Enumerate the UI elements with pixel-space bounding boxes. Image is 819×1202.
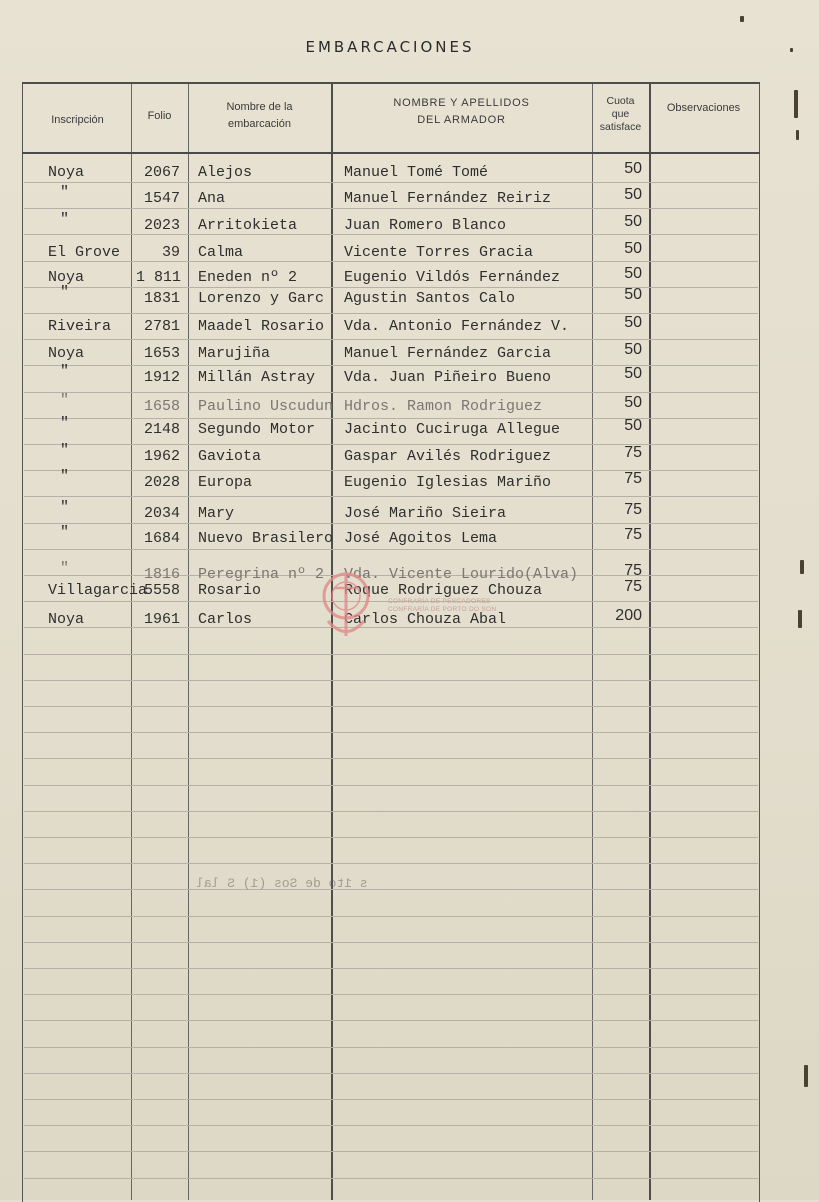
- cell-inscripcion: ": [60, 524, 70, 541]
- cell-folio: 1 811: [136, 269, 182, 286]
- cell-cuota: 75: [624, 562, 642, 579]
- cell-inscripcion: ": [60, 415, 70, 432]
- cell-armador: Carlos Chouza Abal: [344, 611, 507, 628]
- paper-mark: [800, 560, 804, 574]
- cell-cuota: 50: [624, 394, 642, 411]
- cell-armador: José Mariño Sieira: [344, 505, 507, 522]
- cell-cuota: 75: [624, 526, 642, 543]
- cell-armador: José Agoitos Lema: [344, 530, 498, 547]
- cell-embarcacion: Lorenzo y Garc: [198, 290, 325, 307]
- cell-embarcacion: Maadel Rosario: [198, 318, 325, 335]
- cell-armador: Roque Rodriguez Chouza: [344, 582, 543, 599]
- cell-armador: Vicente Torres Gracia: [344, 244, 534, 261]
- cell-embarcacion: Eneden nº 2: [198, 269, 298, 286]
- seal-caption-line2: CONFRARÍA DE PORTO DO SON: [388, 606, 497, 613]
- cell-cuota: 50: [624, 186, 642, 203]
- header-nombre-line1: Nombre de la: [226, 101, 293, 113]
- cell-inscripcion: Noya: [48, 345, 85, 362]
- cell-embarcacion: Alejos: [198, 164, 253, 181]
- cell-folio: 1912: [143, 369, 180, 386]
- cell-folio: 2023: [143, 217, 180, 234]
- cell-armador: Manuel Fernández Reiriz: [344, 190, 552, 207]
- cell-cuota: 50: [624, 341, 642, 358]
- cell-embarcacion: Arritokieta: [198, 217, 298, 234]
- cell-armador: Eugenio Iglesias Mariño: [344, 474, 552, 491]
- header-inscripcion-label: Inscripción: [51, 113, 104, 126]
- paper-mark: [740, 16, 744, 22]
- cell-cuota: 50: [624, 417, 642, 434]
- cell-armador: Gaspar Avilés Rodriguez: [344, 448, 552, 465]
- header-observaciones-label: Observaciones: [666, 101, 741, 114]
- cell-cuota: 50: [624, 265, 642, 282]
- cell-inscripcion: Noya: [48, 164, 85, 181]
- cell-folio: 2034: [143, 505, 180, 522]
- cell-inscripcion: Riveira: [48, 318, 112, 335]
- cell-folio: 1962: [143, 448, 180, 465]
- cell-cuota: 75: [624, 501, 642, 518]
- cell-cuota: 50: [624, 286, 642, 303]
- paper-mark: [798, 610, 802, 628]
- cell-cuota: 50: [624, 160, 642, 177]
- cell-folio: 1684: [143, 530, 180, 547]
- cell-embarcacion: Paulino Uscudun: [198, 398, 334, 415]
- cell-inscripcion: ": [60, 560, 70, 577]
- cell-armador: Eugenio Vildós Fernández: [344, 269, 561, 286]
- cell-armador: Vda. Vicente Lourido(Alva): [344, 566, 579, 583]
- cell-inscripcion: Noya: [48, 269, 85, 286]
- cell-cuota: 200: [615, 607, 642, 624]
- cell-embarcacion: Rosario: [198, 582, 262, 599]
- cell-folio: 1961: [143, 611, 180, 628]
- cell-folio: 5558: [143, 582, 180, 599]
- cell-embarcacion: Carlos: [198, 611, 253, 628]
- cell-armador: Manuel Tomé Tomé: [344, 164, 489, 181]
- seal-caption-line1: CONFRARÍA DE PESCADORES: [388, 598, 491, 605]
- cell-embarcacion: Mary: [198, 505, 235, 522]
- cell-folio: 1658: [143, 398, 180, 415]
- bleed-through-text: s 1to de Sos (1) S lal: [196, 876, 368, 891]
- cell-folio: 2067: [143, 164, 180, 181]
- cell-armador: Vda. Antonio Fernández V.: [344, 318, 570, 335]
- cell-inscripcion: El Grove: [48, 244, 121, 261]
- cell-cuota: 75: [624, 444, 642, 461]
- cell-folio: 39: [161, 244, 180, 261]
- cell-embarcacion: Europa: [198, 474, 253, 491]
- cell-inscripcion: ": [60, 442, 70, 459]
- cell-embarcacion: Ana: [198, 190, 226, 207]
- cell-inscripcion: ": [60, 211, 70, 228]
- paper-mark: [796, 130, 799, 140]
- cell-cuota: 50: [624, 213, 642, 230]
- header-folio-label: Folio: [147, 109, 172, 122]
- cell-inscripcion: ": [60, 468, 70, 485]
- cell-armador: Juan Romero Blanco: [344, 217, 507, 234]
- page-title: EMBARCACIONES: [305, 38, 475, 56]
- cell-inscripcion: Noya: [48, 611, 85, 628]
- cell-embarcacion: Gaviota: [198, 448, 262, 465]
- cell-embarcacion: Millán Astray: [198, 369, 316, 386]
- cell-embarcacion: Nuevo Brasilero: [198, 530, 334, 547]
- confraria-seal-icon: [312, 566, 380, 646]
- cell-folio: 2028: [143, 474, 180, 491]
- cell-inscripcion: ": [60, 392, 70, 409]
- paper-mark: [804, 1065, 808, 1087]
- cell-inscripcion: ": [60, 184, 70, 201]
- cell-inscripcion: Villagarcia: [48, 582, 148, 599]
- cell-folio: 1547: [143, 190, 180, 207]
- cell-cuota: 50: [624, 365, 642, 382]
- cell-embarcacion: Marujiña: [198, 345, 271, 362]
- cell-embarcacion: Segundo Motor: [198, 421, 316, 438]
- cell-armador: Jacinto Cuciruga Allegue: [344, 421, 561, 438]
- cell-cuota: 50: [624, 314, 642, 331]
- paper-mark: [794, 90, 798, 118]
- paper-mark: [790, 48, 793, 52]
- header-nombre-line2: embarcación: [228, 118, 291, 130]
- cell-cuota: 75: [624, 470, 642, 487]
- header-cuota-line1: Cuota: [606, 94, 635, 107]
- seal-caption: [388, 598, 496, 614]
- cell-cuota: 50: [624, 240, 642, 257]
- header-cuota-line3: satisface: [599, 120, 642, 133]
- cell-folio: 1653: [143, 345, 180, 362]
- cell-armador: Manuel Fernández Garcia: [344, 345, 552, 362]
- header-cuota-line2: que: [611, 107, 630, 120]
- cell-inscripcion: ": [60, 499, 70, 516]
- cell-folio: 2148: [143, 421, 180, 438]
- cell-armador: Hdros. Ramon Rodriguez: [344, 398, 543, 415]
- cell-inscripcion: ": [60, 363, 70, 380]
- cell-folio: 1816: [143, 566, 180, 583]
- header-armador-line1: NOMBRE Y APELLIDOS: [393, 97, 530, 109]
- cell-inscripcion: ": [60, 284, 70, 301]
- cell-folio: 2781: [143, 318, 180, 335]
- header-armador-line2: DEL ARMADOR: [417, 114, 506, 126]
- cell-embarcacion: Peregrina nº 2: [198, 566, 325, 583]
- cell-folio: 1831: [143, 290, 180, 307]
- cell-armador: Vda. Juan Piñeiro Bueno: [344, 369, 552, 386]
- cell-armador: Agustin Santos Calo: [344, 290, 516, 307]
- cell-embarcacion: Calma: [198, 244, 244, 261]
- cell-cuota: 75: [624, 578, 642, 595]
